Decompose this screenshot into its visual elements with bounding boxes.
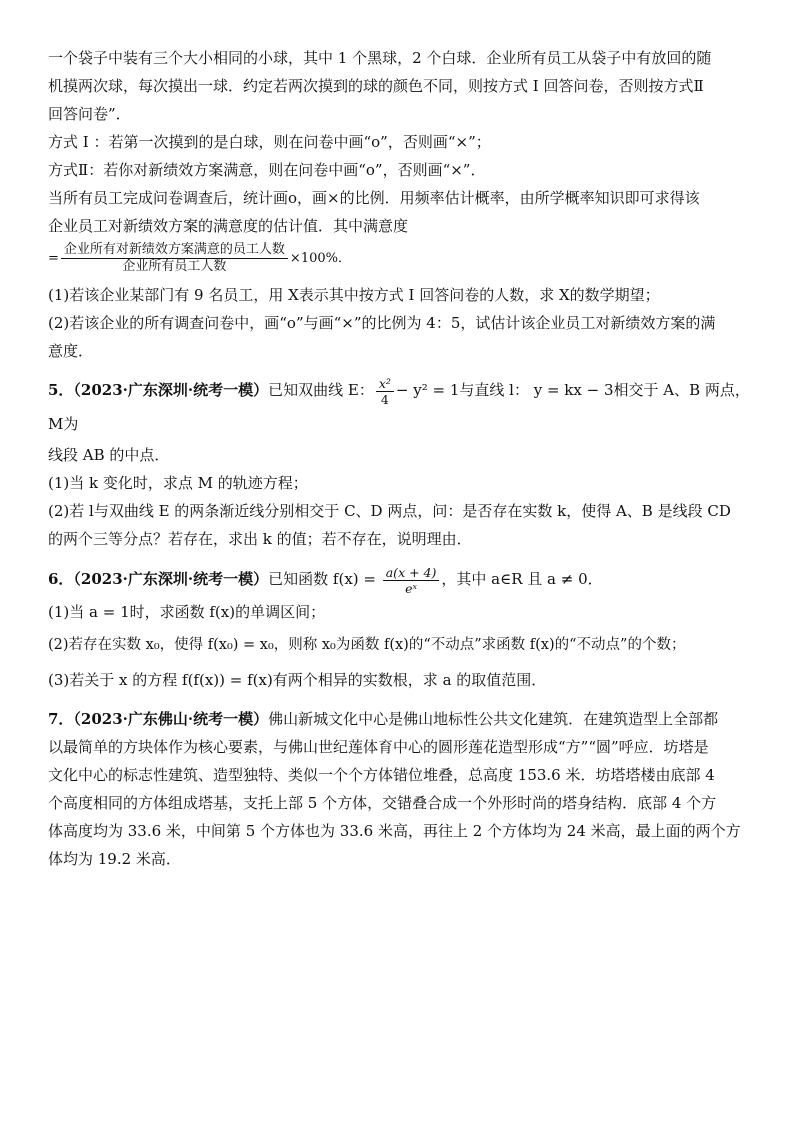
problem-7-line-6: 体均为 19.2 米高． xyxy=(48,850,181,868)
problem-7-line-5: 体高度均为 33.6 米，中间第 5 个方体也为 33.6 米高，再往上 2 个方体均为 24 米高，最上面的两个方 xyxy=(48,822,741,840)
satisfaction-fraction xyxy=(61,242,288,275)
problem-5-question-1: (1)当 k 变化时，求点 M 的轨迹方程； xyxy=(48,474,308,492)
problem-5-question-2a: (2)若 l与双曲线 E 的两条渐近线分别相交于 C、D 两点，问：是否存在实数 k，使得 A、B 是线段 CD xyxy=(48,502,731,520)
problem-7-line-1: 7．（2023·广东佛山·统考一模）佛山新城文化中心是佛山地标性公共文化建筑．在建筑造型上全部都 xyxy=(48,710,719,728)
problem-6-question-1: (1)当 a = 1时，求函数 f(x)的单调区间； xyxy=(48,603,326,621)
problem-6-question-3: (3)若关于 x 的方程 f(f(x)) = f(x)有两个相异的实数根，求 a 的取值范围． xyxy=(48,671,547,689)
intro-line-2: 机摸两次球，每次摸出一球．约定若两次摸到的球的颜色不同，则按方式 I 回答问卷，否则按方式Ⅱ xyxy=(48,77,704,95)
problem-6-statement: 6．（2023·广东深圳·统考一模）已知函数 f(x) = $\frac{a(x + 4)}{\text{eˣ}}$ ，其中 a∈R 且 a ≠ 0． xyxy=(48,564,603,596)
problem-6-heading: 6．（2023·广东深圳·统考一模） xyxy=(48,570,269,588)
problem-5-statement: 5．（2023·广东深圳·统考一模）已知双曲线 E： $\frac{\text{x²}}{4}$ − y² = 1与直线 l： y = kx − 3相交于 A、B 两点，M为 xyxy=(48,375,750,433)
intro-question-2a: (2)若该企业的所有调查问卷中，画“o”与画“×”的比例为 4：5，试估计该企业员工对新绩效方案的满 xyxy=(48,314,716,332)
intro-line-3: 回答问卷”． xyxy=(48,105,131,123)
fraction-denominator: 企业所有员工人数 xyxy=(122,259,227,274)
intro-question-2b: 意度． xyxy=(48,342,94,360)
problem-5-fraction: $\frac{\text{x²}}{4}$ xyxy=(376,376,394,407)
intro-question-1: (1)若该企业某部门有 9 名员工，用 X表示其中按方式 I 回答问卷的人数，求 X的数学期望； xyxy=(48,286,660,304)
satisfaction-formula: = $\frac{\text{企业所有对新绩效方案满意的员工人数}}{\text{企业所有员工人数}}$ ×100%． xyxy=(48,242,351,274)
problem-7-heading: 7．（2023·广东佛山·统考一模） xyxy=(48,710,269,728)
method-1: 方式 I ：若第一次摸到的是白球，则在问卷中画“o”，否则画“×”； xyxy=(48,133,491,151)
problem-5-question-2b: 的两个三等分点？若存在，求出 k 的值；若不存在，说明理由． xyxy=(48,530,472,548)
document-page xyxy=(48,44,754,873)
problem-5-heading: 5．（2023·广东深圳·统考一模） xyxy=(48,381,269,399)
problem-7-line-3: 文化中心的标志性建筑、造型独特、类似一个个方体错位堆叠，总高度 153.6 米．坊塔塔楼由底部 4 xyxy=(48,766,715,784)
problem-7-line-2: 以最简单的方块体作为核心要素，与佛山世纪莲体育中心的圆形莲花造型形成“方”“圆”呼应．坊塔是 xyxy=(48,738,709,756)
fraction-numerator: 企业所有对新绩效方案满意的员工人数 xyxy=(61,242,288,259)
method-2: 方式Ⅱ：若你对新绩效方案满意，则在问卷中画“o”，否则画“×”． xyxy=(48,161,486,179)
problem-7-line-4: 个高度相同的方体组成塔基，支托上部 5 个方体，交错叠合成一个外形时尚的塔身结构．底部 4 个方 xyxy=(48,794,717,812)
intro-line-4: 当所有员工完成问卷调查后，统计画o，画×的比例．用频率估计概率，由所学概率知识即可求得该 xyxy=(48,189,700,207)
intro-line-5: 企业员工对新绩效方案的满意度的估计值．其中满意度 xyxy=(48,217,409,235)
problem-5-line-2: 线段 AB 的中点． xyxy=(48,446,170,464)
problem-6-fraction: $\frac{a(x + 4)}{\text{eˣ}}$ xyxy=(383,565,440,596)
fraction-tail: ×100%． xyxy=(289,250,351,266)
intro-line-1: 一个袋子中装有三个大小相同的小球，其中 1 个黑球，2 个白球．企业所有员工从袋子中有放回的随 xyxy=(48,49,712,67)
problem-6-question-2: (2)若存在实数 x₀，使得 f(x₀) = x₀，则称 x₀为函数 f(x)的“不动点”求函数 f(x)的“不动点”的个数； xyxy=(48,637,686,653)
